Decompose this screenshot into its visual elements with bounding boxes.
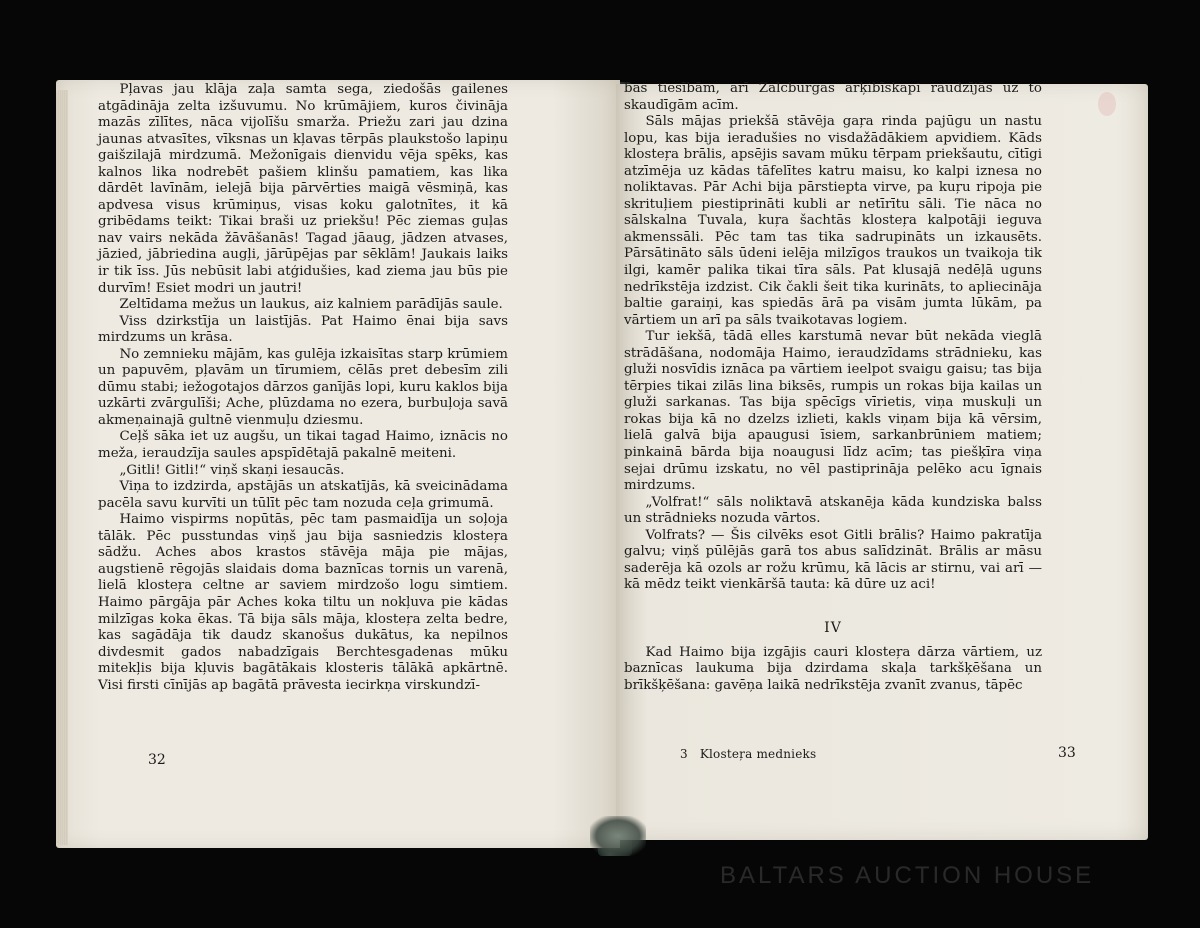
- signature-title: Klosteŗa mednieks: [699, 747, 817, 761]
- paragraph: Haimo vispirms nopūtās, pēc tam pasmaidīja un soļoja tālāk. Pēc pusstundas viņš jau bija sasniedzis klosteŗa sādžu. Aches abos krastos stāvēja māja pie mājas, augstienē rēgojās slaidais doma baznīcas tornis un varenā, lielā klosteŗa celtne ar saviem mirdzošo logu simtiem. Haimo pārgāja pār Aches koka tiltu un nokļuva pie kādas milzīgas koka ēkas. Tā bija sāls māja, klosteŗa zelta bedre, kas sagādāja tik daudz skanošus dukātus, ka nepilnos divdesmit gados nabadzīgais Berchtesgadenas mūku mitekļis bija kļuvis bagātākais klosteris tālākā apkārtnē. Visi firsti cīnījās ap bagātā prāvesta iecirkņa virskundzī-: [98, 512, 508, 693]
- paragraph: Ceļš sāka iet uz augšu, un tikai tagad Haimo, iznācis no meža, ieraudzīja saules apspīdētajā pakalnē meiteni.: [98, 429, 508, 462]
- right-page-text: [624, 81, 1042, 694]
- paragraph: Pļavas jau klāja zaļa samta sega, ziedošās gailenes atgādināja zelta izšuvumu. No krūmājiem, kuros čivināja mazās zīlītes, nāca vijolīšu smarža. Priežu zari jau dzina jaunas atvasītes, vīksnas un kļavas tērpās plaukstošo lapiņu gaišzilajā mirdzumā. Mežonīgais dienvidu vēja spēks, kas kalnos lika nodrebēt pašiem klinšu pamatiem, kas lika dārdēt lavīnām, ielejā bija pārvērties maigā vēsmiņā, kas apdvesa visus krūmiņus, visas koku galotnītes, it kā gribēdams teikt: Tikai braši uz priekšu! Pēc ziemas guļas nav vairs nekāda žāvāšanās! Tagad jāaug, jādzen atvases, jāzied, jābriedina augļi, jārūpējas par sēklām! Jaukais laiks ir tik īss. Jūs nebūsit labi atģidušies, kad ziema jau būs pie durvīm! Esiet modri un jautri!: [98, 82, 508, 296]
- paragraph: Kad Haimo bija izgājis cauri klosteŗa dārza vārtiem, uz baznīcas laukuma bija dzirdama skaļa tarkšķēšana un brīkšķēšana: gavēņa laikā nedrīkstēja zvanīt zvanus, tāpēc: [624, 644, 1042, 693]
- signature-number: 3: [680, 747, 688, 761]
- left-page-text: [98, 82, 508, 694]
- paragraph: Viņa to izdzirda, apstājās un atskatījās, kā sveicinādama pacēla savu kurvīti un tūlīt pēc tam nozuda ceļa grimumā.: [98, 479, 508, 511]
- paragraph: Viss dzirkstīja un laistījās. Pat Haimo ēnai bija savs mirdzums un krāsa.: [98, 313, 508, 346]
- page-number-left: 32: [148, 752, 166, 768]
- paragraph: Zeltīdama mežus un laukus, aiz kalniem parādījās saule.: [119, 297, 503, 313]
- signature-mark: [680, 747, 816, 761]
- paragraph: Volfrats? — Šis cilvēks esot Gitli brālis? Haimo pakratīja galvu; viņš pūlējās garā tos abus salīdzināt. Brālis ar māsu saderēja kā ozols ar rožu krūmu, kā lācis ar stirnu, vai arī — kā mēdz teikt vienkāršā tauta: kā dūre uz aci!: [624, 527, 1042, 593]
- page-number-right: 33: [1058, 745, 1076, 761]
- paragraph: Sāls mājas priekšā stāvēja gaŗa rinda pajūgu un nastu lopu, kas bija ieradušies no visdažādākiem apvidiem. Kāds klosteŗa brālis, apsējis savam mūku tērpam priekšautu, cītīgi atzīmēja uz kādas tāfelītes katru maisu, ko kalpi iznesa no noliktavas. Pār Achi bija pārstiepta virve, pa kuŗu ripoja pie skrituļiem piestiprināti kubli ar netīrītu sāli. Tie nāca no sālskalna Tuvala, kuŗa šachtās klosteŗa kalpotāji ieguva akmenssāli. Pēc tam tas tika sadrupināts un izkausēts. Pārsātināto sāls ūdeni ielēja milzīgos traukos un tvaikoja tik ilgi, kamēr palika tikai tīra sāls. Pat klusajā nedēļā uguns nedrīkstēja izdzist. Cik čakli šeit tika kurināts, to apliecināja baltie garaiņi, kas spiedās ārā pa visām jumta lūkām, pa vārtiem un arī pa sāls tvaikotavas logiem.: [624, 114, 1042, 328]
- chapter-heading: IV: [824, 619, 842, 636]
- paragraph: Tur iekšā, tādā elles karstumā nevar būt nekāda vieglā strādāšana, nodomāja Haimo, ieraudzīdams strādnieku, kas gluži nosvīdis iznāca pa vārtiem ieelpot svaigu gaisu; tas bija tērpies tikai zilās lina biksēs, rumpis un rokas bija kailas un gluži sarkanas. Tas bija spēcīgs vīrietis, viņa muskuļi un rokas bija kā no dzelzs izlieti, kakls viņam bija kā vērsim, lielā galvā bija apaugusi īsiem, sarkanbrūniem matiem; pinkainā bārda bija noaugusi līdz acīm; tas piešķīra viņa sejai drūmu izskatu, no vēl pastiprināja pelēko acu īgnais mirdzums.: [624, 329, 1042, 494]
- paragraph: bas tiesībām, arī Zalcburgas arķibīskapi raudzījās uz to skaudīgām acīm.: [624, 81, 1042, 113]
- paragraph: „Volfrat!“ sāls noliktavā atskanēja kāda kundziska balss un strādnieks nozuda vārtos.: [624, 494, 1042, 527]
- paragraph: „Gitli! Gitli!“ viņš skaņi iesaucās.: [119, 462, 345, 478]
- frayed-spine: [590, 816, 646, 856]
- watermark: BALTARS AUCTION HOUSE: [720, 862, 1095, 889]
- paragraph: No zemnieku mājām, kas gulēja izkaisītas starp krūmiem un papuvēm, pļavām un tīrumiem, cēlās pret debesīm zili dūmu stabi; iežogotajos dārzos ganījās lopi, kuru kaklos bija uzkārti zvārgulīši; Ache, plūzdama no ezera, burbuļoja savā akmeņainajā gultnē vienmuļu dziesmu.: [98, 346, 508, 428]
- paper-stain: [1098, 92, 1116, 116]
- page-stack-edge: [56, 90, 68, 845]
